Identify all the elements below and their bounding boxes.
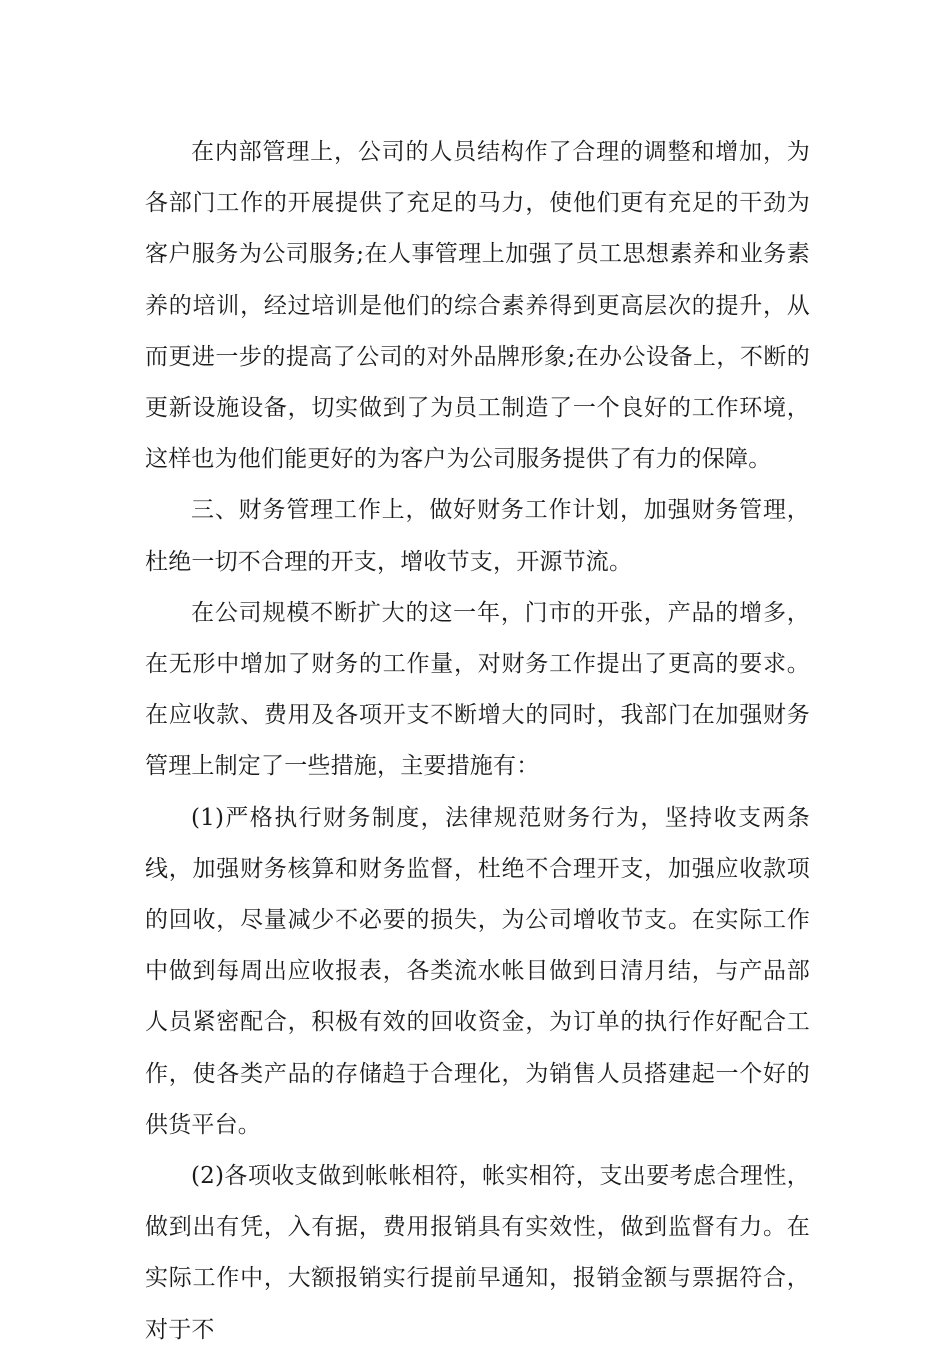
document-body [145,127,810,1356]
paragraph-company-expansion: 在公司规模不断扩大的这一年，门市的开张，产品的增多，在无形中增加了财务的工作量，对财务工作提出了更高的要求。在应收款、费用及各项开支不断增大的同时，我部门在加强财务管理上制定了一些措施，主要措施有： [145,599,810,780]
paragraph-measure-2: (2)各项收支做到帐帐相符，帐实相符，支出要考虑合理性，做到出有凭，入有据，费用报销具有实效性，做到监督有力。在实际工作中，大额报销实行提前早通知，报销金额与票据符合，对于不 [145,1163,810,1343]
paragraph-measure-1: (1)严格执行财务制度，法律规范财务行为，坚持收支两条线，加强财务核算和财务监督，杜绝不合理开支，加强应收款项的回收，尽量减少不必要的损失，为公司增收节支。在实际工作中做到每周出应收报表，各类流水帐目做到日清月结，与产品部人员紧密配合，积极有效的回收资金，为订单的执行作好配合工作，使各类产品的存储趋于合理化，为销售人员搭建起一个好的供货平台。 [145,804,810,1138]
paragraph-internal-management: 在内部管理上，公司的人员结构作了合理的调整和增加，为各部门工作的开展提供了充足的马力，使他们更有充足的干劲为客户服务为公司服务;在人事管理上加强了员工思想素养和业务素养的培训，经过培训是他们的综合素养得到更高层次的提升，从而更进一步的提高了公司的对外品牌形象;在办公设备上，不断的更新设施设备，切实做到了为员工制造了一个良好的工作环境，这样也为他们能更好的为客户为公司服务提供了有力的保障。 [145,139,810,473]
paragraph-financial-management-heading: 三、财务管理工作上，做好财务工作计划，加强财务管理，杜绝一切不合理的开支，增收节支，开源节流。 [145,497,810,575]
